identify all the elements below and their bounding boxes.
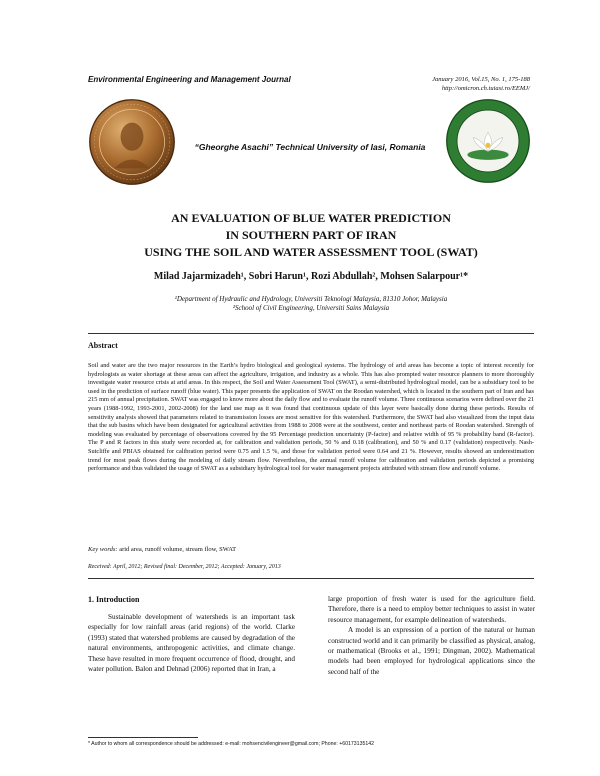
university-seal-logo (88, 98, 176, 186)
paragraph: large proportion of fresh water is used for the agriculture field. Therefore, there is a need to employ better techniques to assist in water resource management, for example delineation of watersheds. (328, 595, 535, 624)
keywords-line (88, 546, 534, 553)
section-heading: 1. Introduction (88, 595, 140, 604)
keywords-value: arid area, runoff volume, stream flow, SWAT (119, 546, 237, 553)
footnote: * Author to whom all correspondence should be addressed: e-mail: mohsencivilengineer@gmail.com; Phone: +60173135142 (88, 741, 374, 747)
abstract-heading: Abstract (88, 341, 118, 350)
affiliations (88, 295, 534, 313)
journal-url[interactable]: http://omicron.ch.tuiasi.ro/EEMJ/ (441, 85, 530, 92)
abstract-text: Soil and water are the two major resources in the Earth’s hydro biological and geological systems. The hydrology of arid areas has become a topic of interest recently for hydrologists as water shortage at these areas can affect the agriculture, irrigation, and industry as a whole. This has also prompted water resource planners to more thoroughly investigate water resource crisis at arid areas. In this respect, the Soil and Water Assessment Tool (SWAT), a semi-distributed hydrological model, can be a subsidiary tool to be used in the prediction of surface runoff (blue water). This paper presents the application of SWAT on the Roodan watershed, which is located in the southern part of Iran and has 215 mm of annual precipitation. SWAT was engaged to know more about the daily flow and to evaluate the runoff volume. Three continuous scenarios were defined over the 21 years (1988-1992, 1993-2001, 2002-2008) for the land use map as it was found that continuous update of this layer were basically done during these periods. Results of sensitivity analysis showed that parameters related to transmission losses are most sensitive for this watershed. Furthermore, the SWAT had also visualized from the input data that the sub basins which have been designated for agricultural activities from 1988 to 2008 were at the southwest, center and northeast parts of Roodan watershed. Strength of modeling was evaluated by percentage of observations covered by the 95 Percentage prediction uncertainty (P-factor) and relative width of 95 % probability band (R-factor). The P and R factors in this study were recorded at, for calibration and validation periods, 50 % and 0.18 (calibration), and 50 % and 0.17 (validation) respectively. Nash-Sutcliffe and PBIAS obtained for calibration period were 0.75 and 1.5 %, and those for validation period were 0.64 and 21 %. However, results showed an underestimation trend for most peak flows during the modeling of daily stream flow. Nevertheless, the annual runoff volume for calibration and validation periods depicted a promising performance and thus validated the usage of SWAT as a subsidiary hydrological tool for water management projects attributed with stream flow and runoff volume. (88, 362, 534, 473)
journal-lotus-logo (445, 98, 531, 184)
article-title (88, 210, 534, 261)
title-line: AN EVALUATION OF BLUE WATER PREDICTION (171, 211, 451, 225)
journal-name: Environmental Engineering and Management Journal (88, 75, 291, 84)
affiliation-line: ¹Department of Hydraulic and Hydrology, Universiti Teknologi Malaysia, 81310 Johor, Malaysia (174, 295, 448, 303)
affiliation-line: ²School of Civil Engineering, Universiti Sains Malaysia (232, 304, 390, 312)
top-divider (88, 333, 534, 334)
bottom-divider (88, 578, 534, 579)
body-column-right (328, 594, 535, 677)
keywords-label: Key words: (88, 546, 118, 553)
paragraph: A model is an expression of a portion of the natural or human constructed world and it can primarily be classified as physical, analog, or mathematical (Brooks et al., 1991; Dingman, 2002). Mathematical models had been employed for hydrological applications since the second half of the (328, 626, 535, 676)
received-dates: Received: April, 2012; Revised final: December, 2012; Accepted: January, 2013 (88, 564, 281, 570)
footnote-divider (88, 737, 198, 738)
author-list: Milad Jajarmizadeh¹, Sobri Harun¹, Rozi Abdullah², Mohsen Salarpour¹* (153, 271, 469, 282)
issue-line: January 2016, Vol.15, No. 1, 175-188 (432, 76, 530, 83)
title-line: IN SOUTHERN PART OF IRAN (225, 228, 397, 242)
university-name: “Gheorghe Asachi” Technical University of Iasi, Romania (194, 142, 426, 152)
body-column-left (88, 612, 295, 674)
title-line: USING THE SOIL AND WATER ASSESSMENT TOOL (SWAT) (144, 245, 478, 259)
issue-info (432, 75, 530, 93)
paragraph: Sustainable development of watersheds is an important task especially for low rainfall areas (arid regions) of the world. Clarke (1993) stated that watershed problems are caused by degradation of the natural environments, anthropogenic activities, and climate change. These have resulted in more frequent occurrence of flood, drought, and water pollution. Balon and Dehnad (2006) reported that in Iran, a (88, 613, 295, 674)
